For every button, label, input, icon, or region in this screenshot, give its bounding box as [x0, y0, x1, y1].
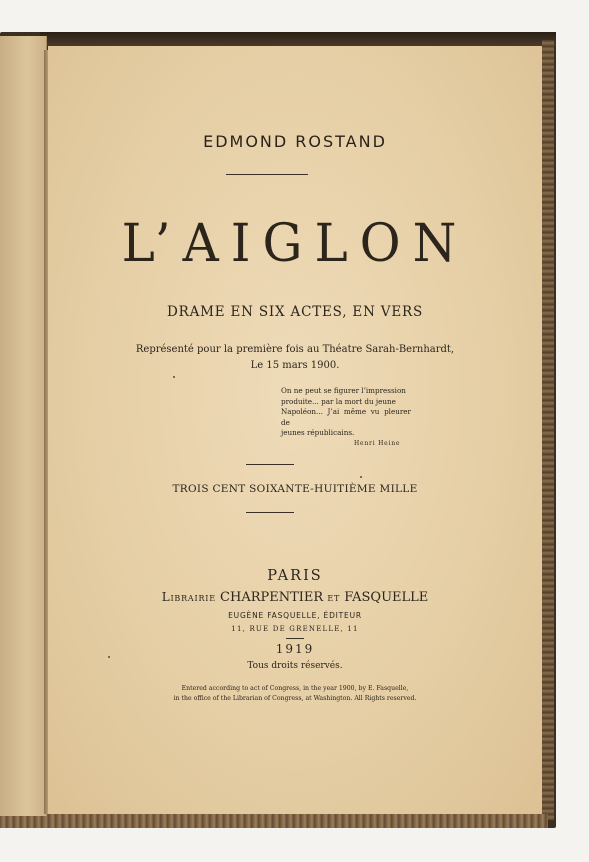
printing-rule: [246, 512, 294, 513]
paper-speck: [108, 656, 110, 658]
publisher-prefix: Librairie: [161, 590, 216, 604]
publisher-address: 11, RUE DE GRENELLE, 11: [231, 625, 359, 633]
publication-year: 1919: [275, 642, 315, 656]
epigraph-author: Henri Heine: [354, 440, 401, 447]
paper-speck: [173, 376, 175, 378]
epigraph-line: On ne peut se figurer l’impression: [281, 386, 406, 395]
paper-speck: [360, 476, 362, 478]
epigraph-line: jeunes républicains.: [281, 428, 355, 438]
copyright-line: in the office of the Librarian of Congress, at Washington. All Rights reserved.: [173, 694, 417, 702]
publisher-name-1: CHARPENTIER: [220, 590, 324, 605]
premiere-line: Représenté pour la première fois au Théatre Sarah-Bernhardt,: [135, 344, 455, 355]
address-rule: [286, 638, 304, 639]
publisher-line: [48, 590, 542, 605]
author-name: EDMOND ROSTAND: [203, 132, 387, 151]
publisher-et: et: [327, 590, 341, 604]
publication-city: PARIS: [267, 568, 323, 584]
editor-line: EUGÈNE FASQUELLE, ÉDITEUR: [228, 611, 362, 620]
book-subtitle: DRAME EN SIX ACTES, EN VERS: [166, 304, 423, 320]
book-cover-top-edge: [40, 32, 556, 46]
epigraph-line: Napoléon... J’ai même vu pleurer de: [281, 407, 411, 427]
epigraph-line: produite... par la mort du jeune: [281, 396, 396, 406]
printing-statement: TROIS CENT SOIXANTE-HUITIÈME MILLE: [172, 483, 418, 495]
epigraph-rule: [246, 464, 294, 465]
title-page: [48, 46, 542, 814]
publisher-name-2: FASQUELLE: [344, 590, 429, 605]
rights-statement: Tous droits réservés.: [247, 661, 343, 671]
copyright-line: Entered according to act of Congress, in the year 1900, by E. Fasquelle,: [181, 685, 409, 692]
book-title: L’AIGLON: [121, 212, 469, 274]
copyright-notice: [48, 684, 542, 703]
premiere-date: Le 15 mars 1900.: [250, 360, 340, 371]
book-cover-bottom-edge: [0, 814, 548, 828]
left-flyleaf: [0, 36, 47, 816]
epigraph: [281, 386, 411, 439]
author-rule: [226, 174, 308, 175]
book-cover-right-edge: [542, 40, 554, 820]
